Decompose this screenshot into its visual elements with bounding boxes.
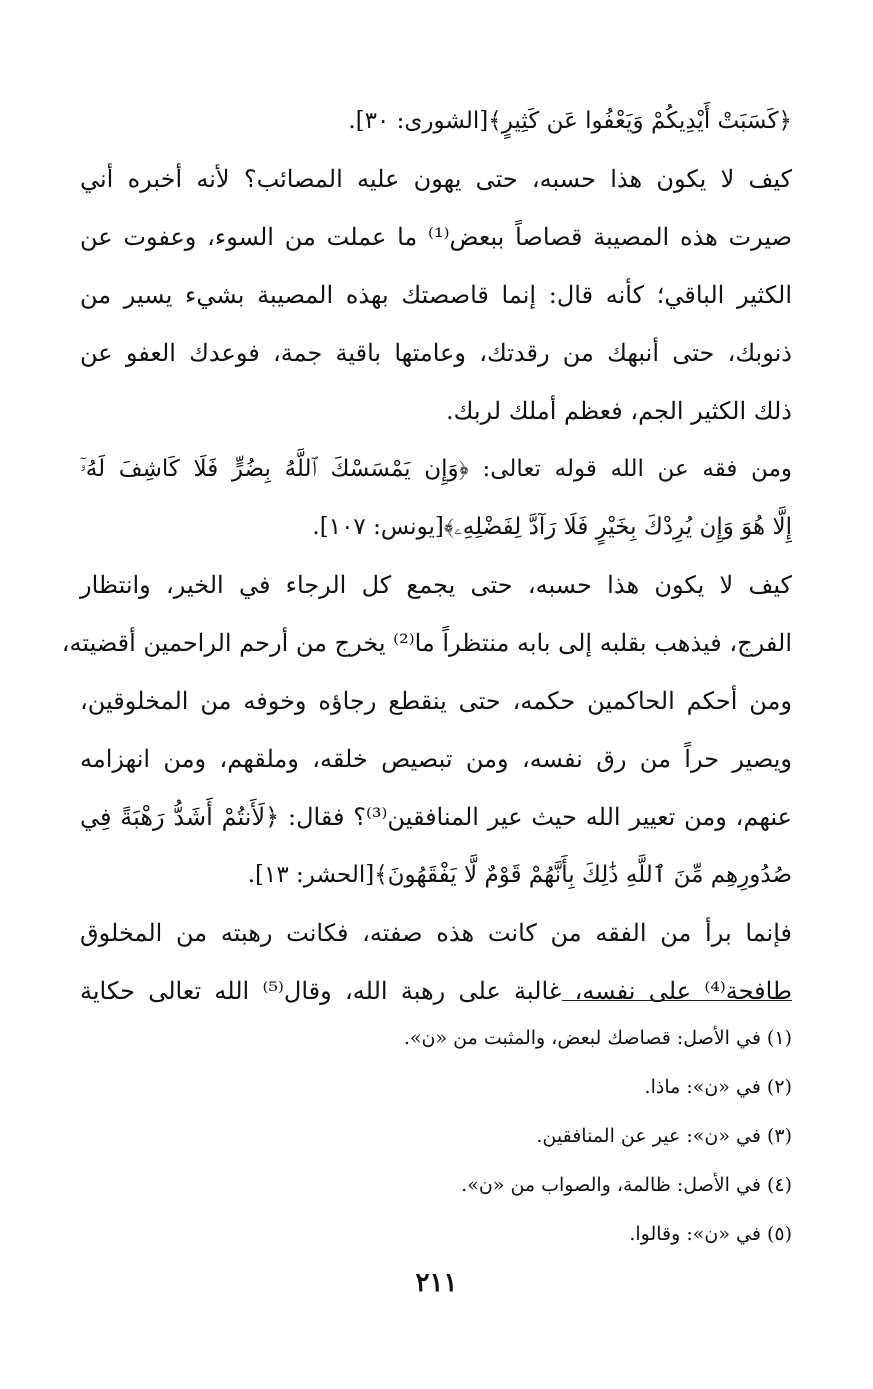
footnote: (٥) في «ن»: وقالوا. xyxy=(629,1223,792,1245)
paragraph-line: عنهم، ومن تعيير الله حيث عير المنافقين⁽³⁾؟ فقال: ﴿لَأَنتُمْ أَشَدُّ رَهْبَةً فِي xyxy=(80,803,792,831)
main-text xyxy=(61,92,793,1020)
footnote: (٣) في «ن»: عير عن المنافقين. xyxy=(536,1125,792,1147)
paragraph-line: صيرت هذه المصيبة قصاصاً ببعض⁽¹⁾ ما عملت من السوء، وعفوت عن xyxy=(80,223,793,251)
footnote: (٤) في الأصل: ظالمة، والصواب من «ن». xyxy=(461,1174,792,1196)
paragraph-line: ذنوبك، حتى أنبهك من رقدتك، وعامتها باقية جمة، فوعدك العفو عن xyxy=(80,339,792,367)
paragraph-line: ويصير حراً من رق نفسه، ومن تبصيص خلقه، وملقهم، ومن انهزامه xyxy=(80,745,792,773)
paragraph-line: الفرج، فيذهب بقلبه إلى بابه منتظراً ما⁽²⁾ يخرج من أرحم الراحمين أقضيته، xyxy=(61,629,792,657)
footnotes xyxy=(80,1014,792,1259)
paragraph-line: ومن أحكم الحاكمين حكمه، حتى ينقطع رجاؤه وخوفه من المخلوقين، xyxy=(80,687,792,715)
paragraph-line: فإنما برأ من الفقه من كانت هذه صفته، فكانت رهبته من المخلوق xyxy=(80,919,793,947)
footnote-divider xyxy=(562,1000,792,1001)
verse-line: ﴿كَسَبَتْ أَيْدِيكُمْ وَيَعْفُوا عَن كَثِيرٍ﴾[الشورى: ٣٠]. xyxy=(348,108,792,134)
verse-line: إِلَّا هُوَ وَإِن يُرِدْكَ بِخَيْرٍ فَلَا رَآدَّ لِفَضْلِهِۦ﴾[يونس: ١٠٧]. xyxy=(312,514,792,540)
footnote: (٢) في «ن»: ماذا. xyxy=(644,1076,792,1098)
paragraph-line: طافحة⁽⁴⁾ على نفسه، غالبة على رهبة الله، وقال⁽⁵⁾ الله تعالى حكاية xyxy=(80,977,792,1005)
paragraph-line: كيف لا يكون هذا حسبه، حتى يهون عليه المصائب؟ لأنه أخبره أني xyxy=(80,165,792,193)
paragraph-line: الكثير الباقي؛ كأنه قال: إنما قاصصتك بهذه المصيبة بشيء يسير من xyxy=(80,281,792,309)
footnote: (١) في الأصل: قصاصك لبعض، والمثبت من «ن». xyxy=(403,1027,792,1049)
paragraph-line: ومن فقه عن الله قوله تعالى: ﴿وَإِن يَمْسَسْكَ ٱللَّهُ بِضُرٍّ فَلَا كَاشِفَ لَهُۥٓ xyxy=(80,456,792,482)
verse-line: صُدُورِهِم مِّنَ ٱللَّهِ ذَٰلِكَ بِأَنَّهُمْ قَوْمٌ لَّا يَفْقَهُونَ﴾[الحشر: ١٣]. xyxy=(247,862,792,888)
paragraph-line: كيف لا يكون هذا حسبه، حتى يجمع كل الرجاء في الخير، وانتظار xyxy=(80,571,792,599)
page-number: ٢١١ xyxy=(415,1268,458,1298)
paragraph-line: ذلك الكثير الجم، فعظم أملك لربك. xyxy=(445,397,792,425)
